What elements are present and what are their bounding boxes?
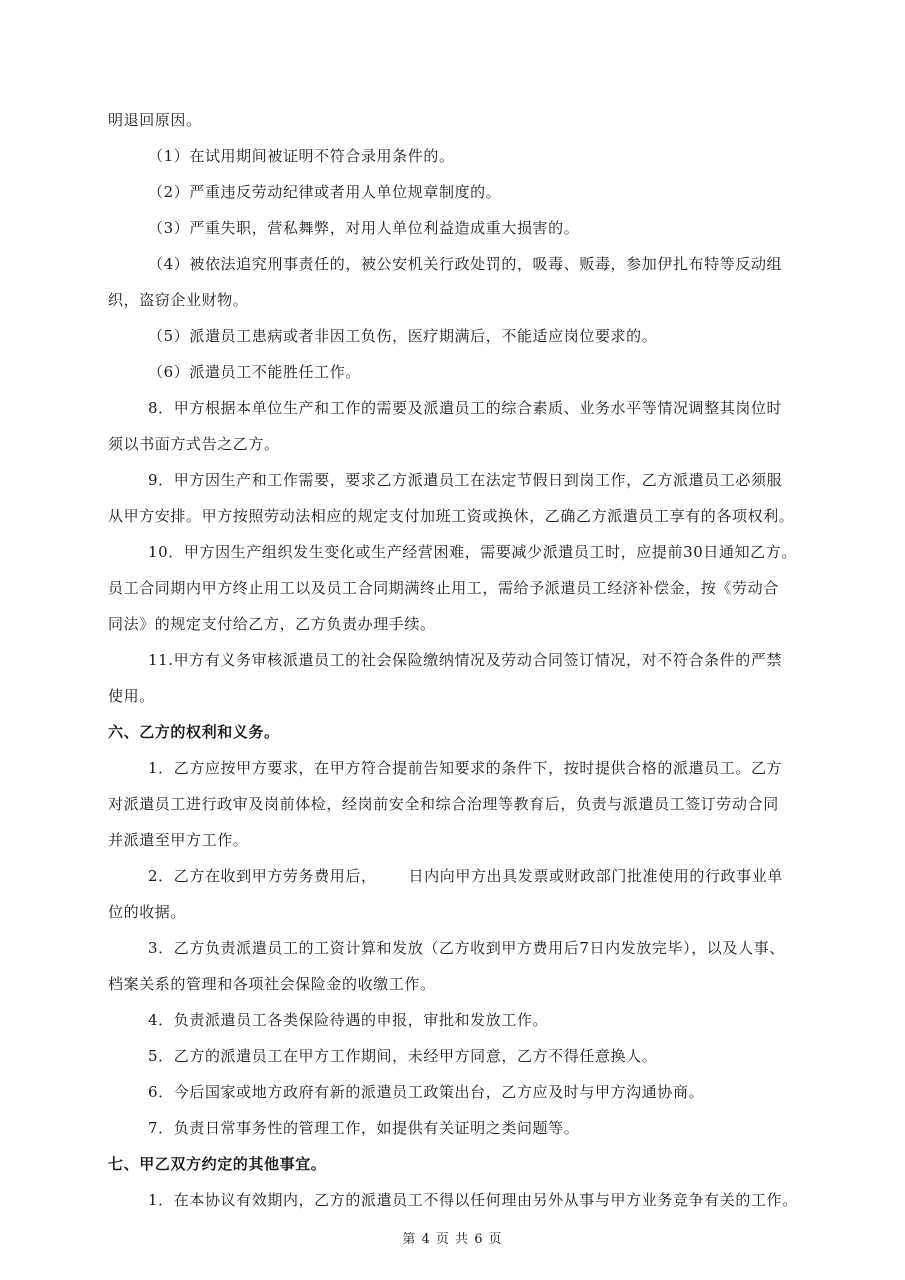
item-10-line-2: 员工合同期内甲方终止用工以及员工合同期满终止用工，需给予派遣员工经济补偿金，按《劳动合 <box>108 579 779 597</box>
section6-item-5: 5．乙方的派遣员工在甲方工作期间，未经甲方同意，乙方不得任意换人。 <box>148 1047 658 1065</box>
clause-1: （1）在试用期间被证明不符合录用条件的。 <box>148 147 455 165</box>
section6-item-2-line-2: 位的收据。 <box>108 903 187 921</box>
clause-3: （3）严重失职，营私舞弊，对用人单位利益造成重大损害的。 <box>148 219 580 237</box>
section6-item-4: 4．负责派遣员工各类保险待遇的申报，审批和发放工作。 <box>148 1011 549 1029</box>
paragraph-continuation: 明退回原因。 <box>108 111 202 129</box>
section6-item-3-line-1: 3．乙方负责派遣员工的工资计算和发放（乙方收到甲方费用后7日内发放完毕），以及人事、 <box>148 939 785 957</box>
section6-item-2-text-before-blank: 2．乙方在收到甲方劳务费用后， <box>148 867 377 885</box>
section6-item-1-line-1: 1．乙方应按甲方要求，在甲方符合提前告知要求的条件下，按时提供合格的派遣员工。乙方 <box>148 759 783 777</box>
item-9-line-2: 从甲方安排。甲方按照劳动法相应的规定支付加班工资或换休，乙确乙方派遣员工享有的各项权利。 <box>108 507 795 525</box>
item-11-line-2: 使用。 <box>108 687 155 705</box>
item-10-line-1: 10．甲方因生产组织发生变化或生产经营困难，需要减少派遣员工时，应提前30日通知乙方。 <box>148 543 797 561</box>
section6-item-1-line-2: 对派遣员工进行政审及岗前体检，经岗前安全和综合治理等教育后，负责与派遣员工签订劳动合同 <box>108 795 779 813</box>
section6-item-2-line-1 <box>148 866 783 886</box>
item-8-line-1: 8．甲方根据本单位生产和工作的需要及派遣员工的综合素质、业务水平等情况调整其岗位时 <box>148 399 783 417</box>
section6-item-1-line-3: 并派遣至甲方工作。 <box>108 831 249 849</box>
clause-5: （5）派遣员工患病或者非因工负伤，医疗期满后，不能适应岗位要求的。 <box>148 327 658 345</box>
item-10-line-3: 同法》的规定支付给乙方，乙方负责办理手续。 <box>108 615 436 633</box>
item-9-line-1: 9．甲方因生产和工作需要，要求乙方派遣员工在法定节假日到岗工作，乙方派遣员工必须服 <box>148 471 783 489</box>
clause-2: （2）严重违反劳动纪律或者用人单位规章制度的。 <box>148 183 502 201</box>
clause-4-line-1: （4）被依法追究刑事责任的，被公安机关行政处罚的，吸毒、贩毒，参加伊扎布特等反动组 <box>148 255 783 273</box>
clause-4-line-2: 织，盗窃企业财物。 <box>108 291 249 309</box>
section6-item-2-text-after-blank: 日内向甲方出具发票或财政部门批准使用的行政事业单 <box>408 867 783 885</box>
section-heading-6: 六、乙方的权利和义务。 <box>108 723 280 741</box>
section6-item-7: 7．负责日常事务性的管理工作，如提供有关证明之类问题等。 <box>148 1119 580 1137</box>
page-footer: 第 4 页 共 6 页 <box>402 1232 503 1247</box>
section-heading-7: 七、甲乙双方约定的其他事宜。 <box>108 1155 327 1173</box>
clause-6: （6）派遣员工不能胜任工作。 <box>148 363 361 381</box>
section7-item-1: 1．在本协议有效期内，乙方的派遣员工不得以任何理由另外从事与甲方业务竞争有关的工作。 <box>148 1191 798 1209</box>
section6-item-6: 6．今后国家或地方政府有新的派遣员工政策出台，乙方应及时与甲方沟通协商。 <box>148 1083 705 1101</box>
section6-item-3-line-2: 档案关系的管理和各项社会保险金的收缴工作。 <box>108 975 436 993</box>
item-8-line-2: 须以书面方式告之乙方。 <box>108 435 280 453</box>
item-11-line-1: 11.甲方有义务审核派遣员工的社会保险缴纳情况及劳动合同签订情况，对不符合条件的严禁 <box>148 651 783 669</box>
